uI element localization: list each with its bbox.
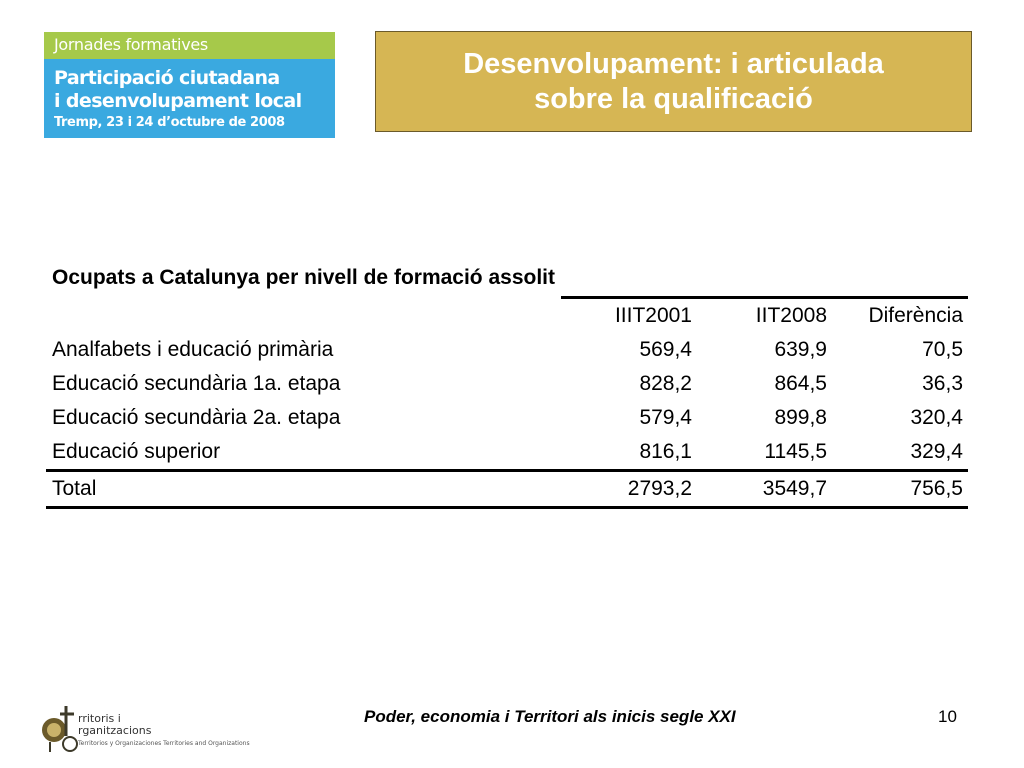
logo-text-line2: rganitzacions xyxy=(78,724,152,737)
total-cell: 3549,7 xyxy=(697,471,832,508)
table-cell: 864,5 xyxy=(774,372,827,395)
table-cell: 36,3 xyxy=(922,372,963,395)
territoris-logo xyxy=(40,700,250,756)
banner-top-label: Jornades formatives xyxy=(54,35,208,54)
banner-title-line1: Participació ciutadana xyxy=(54,67,280,89)
row-label: Educació secundària 1a. etapa xyxy=(52,372,341,395)
table-header-row xyxy=(46,298,968,334)
logo-tagline: Territorios y Organizaciones Territories and Organizations xyxy=(78,740,250,747)
total-cell: 756,5 xyxy=(832,471,968,508)
table-row xyxy=(46,435,968,471)
column-header: Diferència xyxy=(832,298,968,334)
page-number: 10 xyxy=(938,707,957,726)
banner-date: Tremp, 23 i 24 d’octubre de 2008 xyxy=(54,115,285,130)
total-label: Total xyxy=(46,471,561,508)
slide-title-line2: sobre la qualificació xyxy=(534,82,813,115)
table-cell: 320,4 xyxy=(910,406,963,429)
slide-title-line1: Desenvolupament: i articulada xyxy=(463,47,884,80)
event-banner-logo xyxy=(44,32,335,138)
column-header: IIT2008 xyxy=(697,298,832,334)
table-cell: 639,9 xyxy=(774,338,827,361)
table-cell: 828,2 xyxy=(639,372,692,395)
table-caption: Ocupats a Catalunya per nivell de formació assolit xyxy=(52,266,555,289)
table-cell: 1145,5 xyxy=(697,435,832,471)
footer-text: Poder, economia i Territori als inicis segle XXI xyxy=(364,707,736,726)
territoris-emblem-icon xyxy=(40,702,80,754)
table-cell: 329,4 xyxy=(832,435,968,471)
table-cell: 569,4 xyxy=(639,338,692,361)
banner-body xyxy=(44,59,335,138)
banner-title-line2: i desenvolupament local xyxy=(54,90,302,112)
table-total-row xyxy=(46,471,968,508)
table-row xyxy=(46,367,968,401)
table-row xyxy=(46,333,968,367)
table-cell: 579,4 xyxy=(639,406,692,429)
logo-text-line1: rritoris i xyxy=(78,712,121,725)
table-cell: 70,5 xyxy=(922,338,963,361)
table-cell: 899,8 xyxy=(774,406,827,429)
slide-title-box xyxy=(375,31,972,132)
column-header: IIIT2001 xyxy=(561,298,697,334)
table-row xyxy=(46,401,968,435)
banner-top-strip xyxy=(44,32,335,59)
employment-table xyxy=(46,296,968,509)
total-cell: 2793,2 xyxy=(561,471,697,508)
table-cell: 816,1 xyxy=(561,435,697,471)
row-label: Educació superior xyxy=(46,435,561,471)
row-label: Analfabets i educació primària xyxy=(52,338,334,361)
row-label: Educació secundària 2a. etapa xyxy=(52,406,341,429)
header-empty-cell xyxy=(46,298,561,334)
